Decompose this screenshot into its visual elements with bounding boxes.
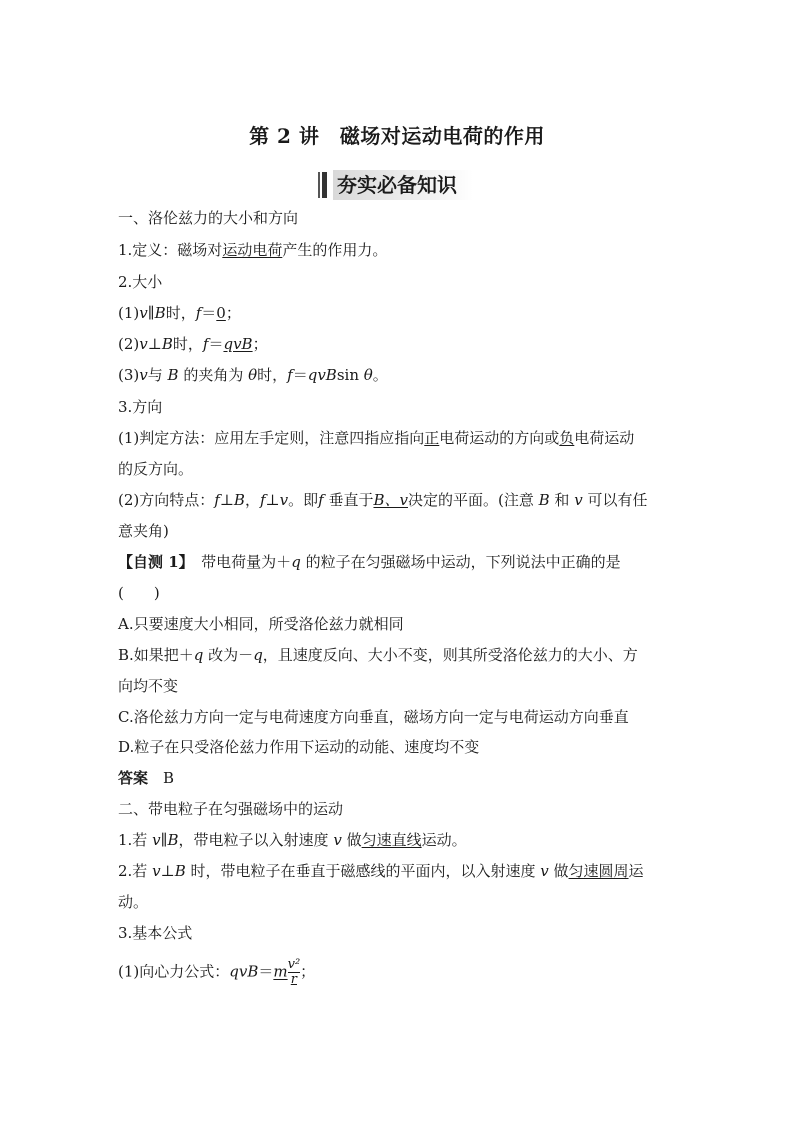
centripetal-fraction: $\frac{\text{v²}}{r}$ (287, 957, 301, 987)
direction-heading: 3.方向 (118, 398, 163, 416)
answer-value: B (148, 769, 175, 787)
direction-item-1: (1)判定方法：应用左手定则，注意四指应指向正电荷运动的方向或负电荷运动 (118, 429, 635, 447)
motion-item-1: 1.若 v∥B，带电粒子以入射速度 v 做匀速直线运动。 (118, 831, 467, 849)
definition-line: 1.定义：磁场对运动电荷产生的作用力。 (118, 241, 388, 259)
formula-heading: 3.基本公式 (118, 924, 193, 942)
quiz-option-b-cont: 向均不变 (118, 677, 179, 695)
quiz-paren: ( ) (118, 584, 160, 602)
size-item-1: (1)v∥B时，f＝0； (118, 304, 241, 322)
size-heading: 2.大小 (118, 273, 163, 291)
direction-item-1-cont: 的反方向。 (118, 460, 194, 478)
banner-bars-icon (318, 172, 327, 198)
section2-heading: 二、带电粒子在匀强磁场中的运动 (118, 800, 344, 818)
formula-item-1: (1)向心力公式：qvB＝m $\frac{\text{v²}}{r}$ ； (118, 957, 316, 987)
quiz-option-c: C.洛伦兹力方向一定与电荷速度方向垂直，磁场方向一定与电荷运动方向垂直 (118, 708, 629, 726)
direction-item-2-cont: 意夹角) (118, 522, 169, 540)
section1-heading: 一、洛伦兹力的大小和方向 (118, 209, 299, 227)
quiz-option-b: B.如果把＋q 改为－q，且速度反向、大小不变，则其所受洛伦兹力的大小、方 (118, 646, 638, 664)
answer-label: 答案 (118, 769, 149, 787)
banner-label: 夯实必备知识 (333, 170, 473, 200)
quiz-option-d: D.粒子在只受洛伦兹力作用下运动的动能、速度均不变 (118, 738, 480, 756)
quiz-question: 【自测 1】 带电荷量为＋q 的粒子在匀强磁场中运动，下列说法中正确的是 (118, 553, 621, 571)
direction-item-2: (2)方向特点：f⊥B，f⊥v。即f 垂直于B、v决定的平面。(注意 B 和 v 可以有任 (118, 491, 648, 509)
quiz-option-a: A.只要速度大小相同，所受洛伦兹力就相同 (118, 615, 404, 633)
page-title: 第 2 讲 磁场对运动电荷的作用 (249, 124, 545, 148)
quiz-label: 【自测 1】 (118, 553, 187, 571)
motion-item-2-cont: 动。 (118, 893, 149, 911)
motion-item-2: 2.若 v⊥B 时，带电粒子在垂直于磁感线的平面内，以入射速度 v 做匀速圆周运 (118, 862, 644, 880)
size-item-2: (2)v⊥B时，f＝qvB； (118, 335, 268, 353)
quiz-answer (118, 768, 678, 788)
size-item-3: (3)v与 B 的夹角为 θ时，f＝qvBsin θ。 (118, 366, 388, 384)
section-banner (318, 170, 473, 200)
